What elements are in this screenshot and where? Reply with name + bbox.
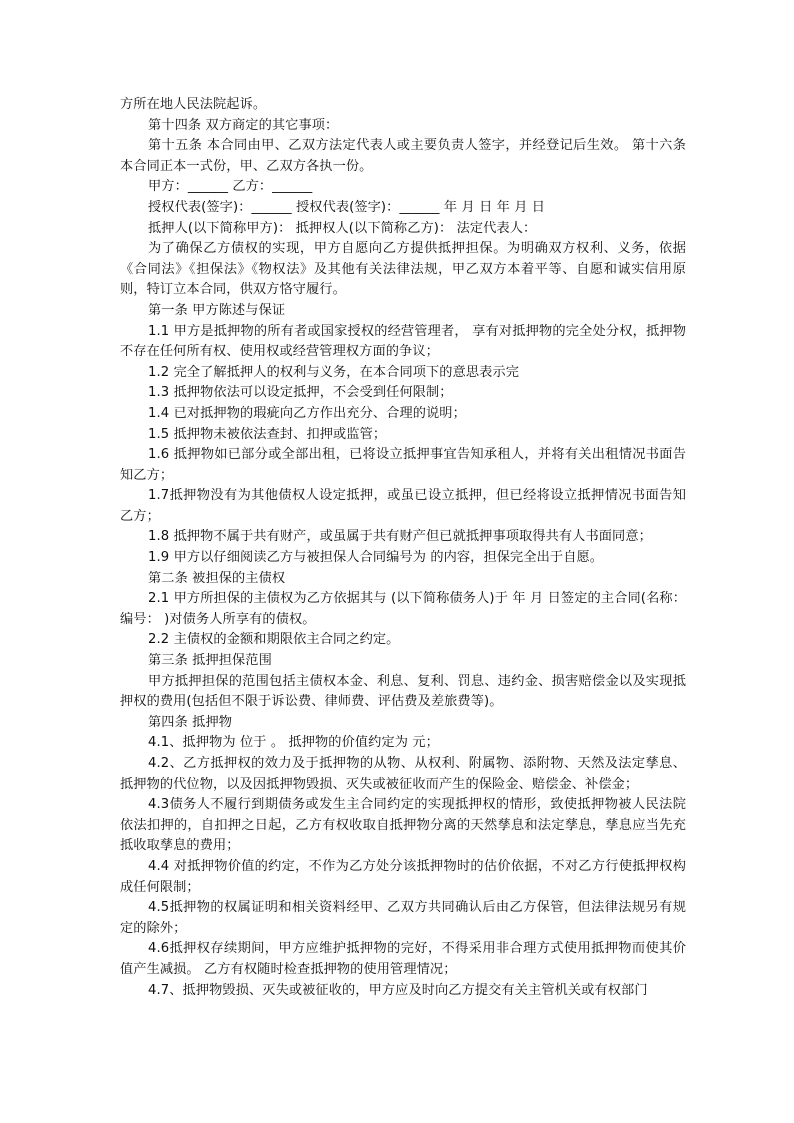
paragraph: 第一条 甲方陈述与保证 [148, 302, 286, 318]
paragraph: 1.1 甲方是抵押物的所有者或国家授权的经营管理者， 享有对抵押物的完全处分权，抵押物不存在任何所有权、使用权或经营管理权方面的争议； [120, 323, 686, 360]
paragraph: 1.5 抵押物未被依法查封、扣押或监管； [148, 426, 387, 442]
paragraph: 4.2、乙方抵押权的效力及于抵押物的从物、从权利、附属物、添附物、天然及法定孳息、抵押物的代位物，以及因抵押物毁损、灭失或被征收而产生的保险金、赔偿金、补偿金； [120, 756, 686, 792]
paragraph: 2.2 主债权的金额和期限依主合同之约定。 [148, 632, 400, 648]
paragraph: 4.4 对抵押物价值的约定，不作为乙方处分该抵押物时的估价依据，不对乙方行使抵押权构成任何限制； [120, 858, 686, 895]
paragraph: 4.3债务人不履行到期债务或发生主合同约定的实现抵押权的情形，致使抵押物被人民法院依法扣押的，自扣押之日起，乙方有权收取自抵押物分离的天然孳息和法定孳息，孳息应当先充抵收取孳息的费用； [120, 797, 686, 854]
paragraph: 4.1、抵押物为 位于 。 抵押物的价值约定为 元； [148, 735, 439, 751]
paragraph: 1.4 已对抵押物的瑕疵向乙方作出充分、合理的说明； [148, 405, 466, 421]
paragraph: 4.5抵押物的权属证明和相关资料经甲、乙双方共同确认后由乙方保管，但法律法规另有规定的除外； [120, 900, 686, 936]
paragraph: 4.6抵押权存续期间，甲方应维护抵押物的完好，不得采用非合理方式使用抵押物而使其价值产生减损。 乙方有权随时检查抵押物的使用管理情况； [120, 941, 686, 977]
paragraph: 第四条 抵押物 [148, 714, 233, 730]
paragraph: 甲方：______ 乙方：______ [148, 179, 313, 195]
paragraph: 1.8 抵押物不属于共有财产，或虽属于共有财产但已就抵押事项取得共有人书面同意； [148, 529, 652, 545]
paragraph: 抵押人(以下简称甲方)： 抵押权人(以下简称乙方)： 法定代表人： [148, 220, 537, 236]
paragraph: 4.7、抵押物毁损、灭失或被征收的，甲方应及时向乙方提交有关主管机关或有权部门 [148, 982, 648, 998]
paragraph: 1.9 甲方以仔细阅读乙方与被担保人合同编号为 的内容，担保完全出于自愿。 [148, 550, 604, 566]
paragraph: 第二条 被担保的主债权 [148, 570, 286, 586]
paragraph: 第十四条 双方商定的其它事项： [148, 117, 339, 133]
paragraph: 方所在地人民法院起诉。 [120, 97, 267, 112]
paragraph: 1.3 抵押物依法可以设定抵押，不会受到任何限制； [148, 385, 453, 401]
paragraph: 为了确保乙方债权的实现，甲方自愿向乙方提供抵押担保。为明确双方权利、义务，依据《合同法》《担保法》《物权法》及其他有关法律法规，甲乙双方本着平等、自愿和诚实信用原则，特订立本合同，供双方恪守履行。 [120, 241, 686, 298]
paragraph: 1.7抵押物没有为其他债权人设定抵押，或虽已设立抵押，但已经将设立抵押情况书面告知乙方； [120, 488, 686, 524]
paragraph: 甲方抵押担保的范围包括主债权本金、利息、复利、罚息、违约金、损害赔偿金以及实现抵押权的费用(包括但不限于诉讼费、律师费、评估费及差旅费等)。 [120, 673, 686, 710]
paragraph: 第三条 抵押担保范围 [148, 653, 272, 669]
document-body [120, 95, 686, 1001]
paragraph: 2.1 甲方所担保的主债权为乙方依据其与 (以下简称债务人)于 年 月 日签定的主合同(名称： 编号： )对债务人所享有的债权。 [120, 591, 686, 627]
paragraph: 1.6 抵押物如已部分或全部出租，已将设立抵押事宜告知承租人，并将有关出租情况书面告知乙方； [120, 447, 686, 483]
paragraph: 第十五条 本合同由甲、乙双方法定代表人或主要负责人签字，并经登记后生效。 第十六条 本合同正本一式份，甲、乙双方各执一份。 [120, 138, 686, 174]
paragraph: 1.2 完全了解抵押人的权利与义务，在本合同项下的意思表示完 [148, 364, 520, 380]
paragraph: 授权代表(签字)：______ 授权代表(签字)：______ 年 月 日 年 月 日 [148, 199, 546, 215]
